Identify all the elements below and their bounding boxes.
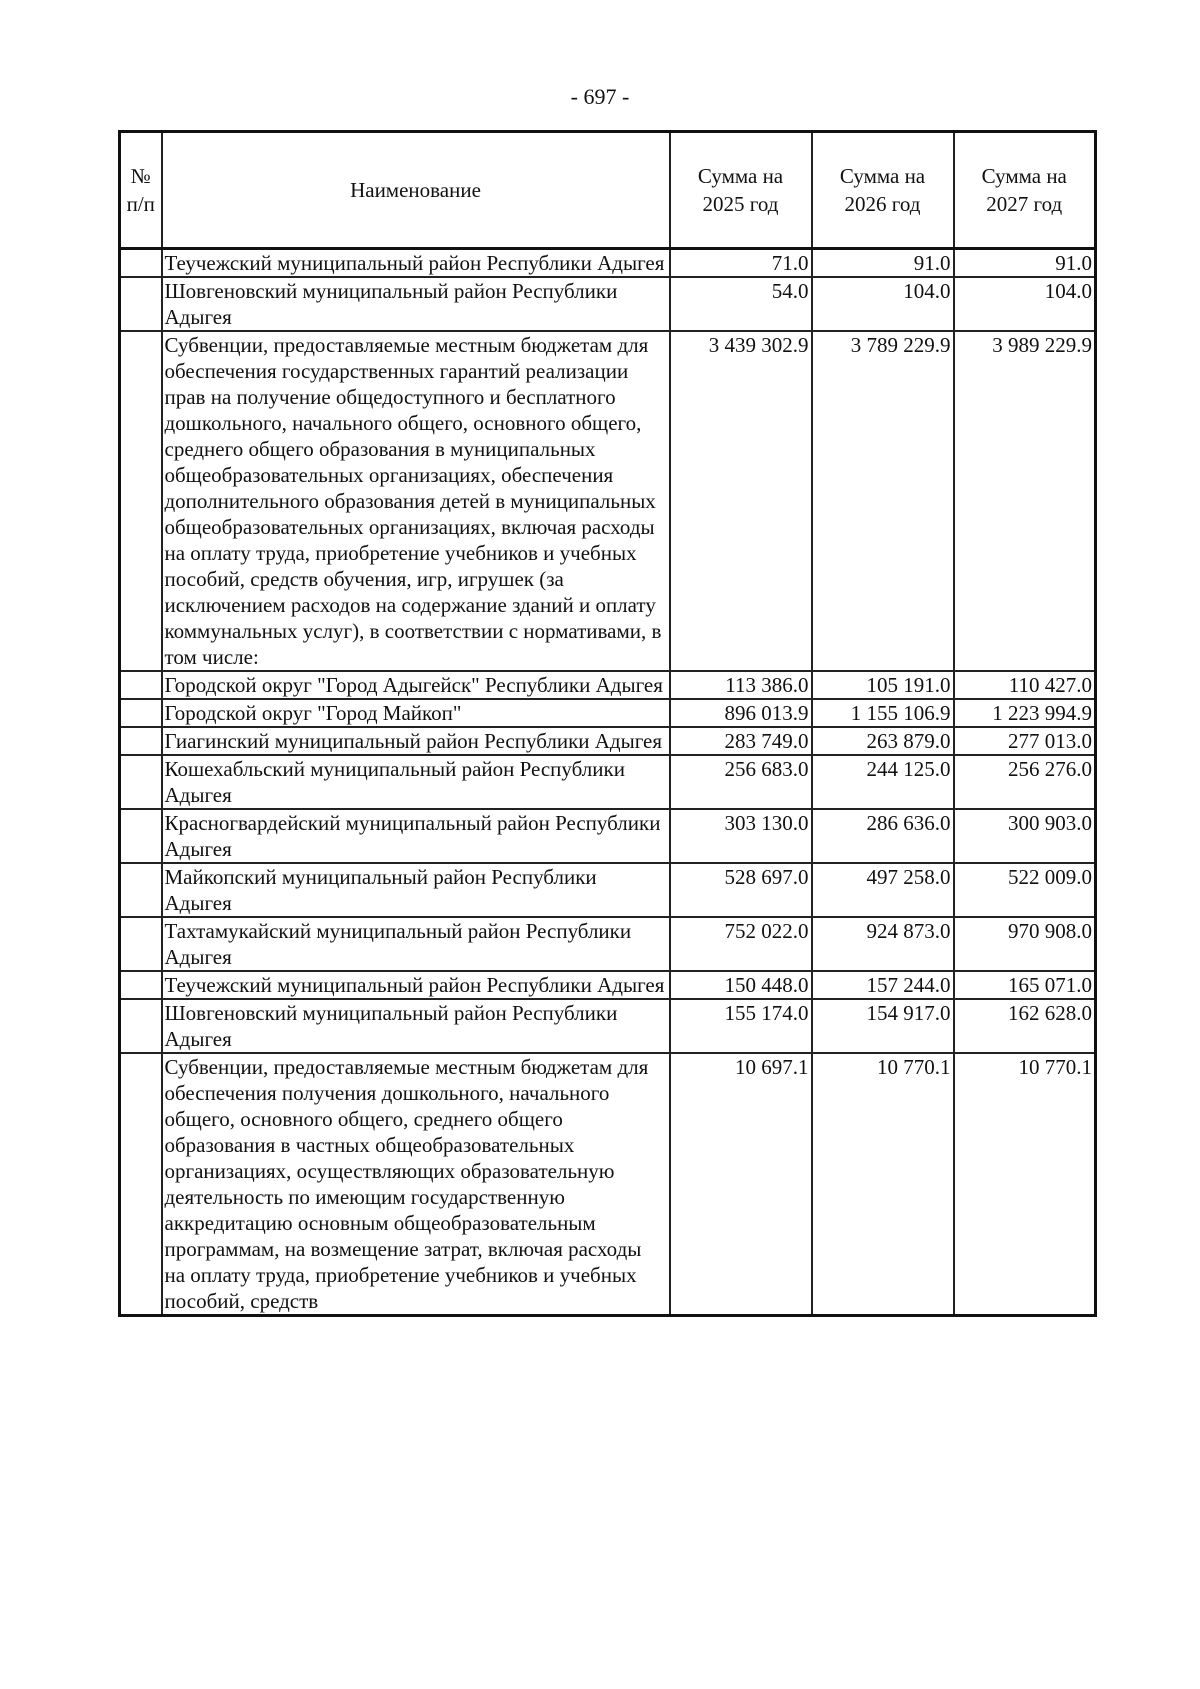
row-value-2026: 91.0 [812, 249, 954, 278]
table-row [120, 671, 1096, 699]
table-row [120, 331, 1096, 671]
row-number-cell [120, 331, 162, 671]
row-value-2027: 1 223 994.9 [954, 699, 1096, 727]
row-value-2027: 970 908.0 [954, 917, 1096, 971]
header-2026: Сумма на 2026 год [812, 132, 954, 249]
table-row [120, 971, 1096, 999]
table-row [120, 727, 1096, 755]
header-name: Наименование [162, 132, 670, 249]
row-number-cell [120, 863, 162, 917]
row-value-2025: 113 386.0 [670, 671, 812, 699]
row-number-cell [120, 671, 162, 699]
row-value-2027: 300 903.0 [954, 809, 1096, 863]
row-value-2026: 3 789 229.9 [812, 331, 954, 671]
row-value-2027: 110 427.0 [954, 671, 1096, 699]
row-value-2027: 91.0 [954, 249, 1096, 278]
row-name-cell: Тахтамукайский муниципальный район Республики Адыгея [162, 917, 670, 971]
row-name-cell: Субвенции, предоставляемые местным бюджетам для обеспечения получения дошкольного, начального общего, основного общего, среднего общего образования в частных общеобразовательных организациях, осуществляющих образовательную деятельность по имеющим государственную аккредитацию основным общеобразовательным программам, на возмещение затрат, включая расходы на оплату труда, приобретение учебников и учебных пособий, средств [162, 1053, 670, 1316]
row-name-cell: Теучежский муниципальный район Республики Адыгея [162, 249, 670, 278]
row-name-cell: Гиагинский муниципальный район Республики Адыгея [162, 727, 670, 755]
row-value-2027: 162 628.0 [954, 999, 1096, 1053]
table-row [120, 699, 1096, 727]
row-name-cell: Городской округ "Город Адыгейск" Республики Адыгея [162, 671, 670, 699]
row-value-2026: 154 917.0 [812, 999, 954, 1053]
table-row [120, 917, 1096, 971]
row-value-2027: 104.0 [954, 277, 1096, 331]
row-number-cell [120, 1053, 162, 1316]
row-value-2026: 263 879.0 [812, 727, 954, 755]
row-number-cell [120, 699, 162, 727]
row-value-2026: 10 770.1 [812, 1053, 954, 1316]
row-number-cell [120, 727, 162, 755]
row-value-2027: 277 013.0 [954, 727, 1096, 755]
header-number: № п/п [120, 132, 162, 249]
row-value-2027: 3 989 229.9 [954, 331, 1096, 671]
table-row [120, 249, 1096, 278]
table-row [120, 277, 1096, 331]
row-value-2026: 924 873.0 [812, 917, 954, 971]
row-value-2025: 54.0 [670, 277, 812, 331]
table-row [120, 999, 1096, 1053]
row-number-cell [120, 755, 162, 809]
row-value-2025: 303 130.0 [670, 809, 812, 863]
row-value-2025: 256 683.0 [670, 755, 812, 809]
row-value-2026: 104.0 [812, 277, 954, 331]
row-name-cell: Теучежский муниципальный район Республики Адыгея [162, 971, 670, 999]
header-2025: Сумма на 2025 год [670, 132, 812, 249]
row-value-2027: 256 276.0 [954, 755, 1096, 809]
table-row [120, 1053, 1096, 1316]
row-value-2025: 3 439 302.9 [670, 331, 812, 671]
row-number-cell [120, 917, 162, 971]
row-name-cell: Майкопский муниципальный район Республики Адыгея [162, 863, 670, 917]
table-header-row [120, 132, 1096, 249]
row-value-2027: 165 071.0 [954, 971, 1096, 999]
row-value-2026: 1 155 106.9 [812, 699, 954, 727]
row-name-cell: Красногвардейский муниципальный район Республики Адыгея [162, 809, 670, 863]
row-name-cell: Шовгеновский муниципальный район Республики Адыгея [162, 999, 670, 1053]
page-number: - 697 - [570, 84, 630, 109]
row-name-cell: Городской округ "Город Майкоп" [162, 699, 670, 727]
table-row [120, 809, 1096, 863]
row-value-2027: 522 009.0 [954, 863, 1096, 917]
row-name-cell: Шовгеновский муниципальный район Республики Адыгея [162, 277, 670, 331]
row-name-cell: Субвенции, предоставляемые местным бюджетам для обеспечения государственных гарантий реализации прав на получение общедоступного и бесплатного дошкольного, начального общего, основного общего, среднего общего образования в муниципальных общеобразовательных организациях, обеспечения дополнительного образования детей в муниципальных общеобразовательных организациях, включая расходы на оплату труда, приобретение учебников и учебных пособий, средств обучения, игр, игрушек (за исключением расходов на содержание зданий и оплату коммунальных услуг), в соответствии с нормативами, в том числе: [162, 331, 670, 671]
row-value-2027: 10 770.1 [954, 1053, 1096, 1316]
row-value-2025: 283 749.0 [670, 727, 812, 755]
row-value-2026: 497 258.0 [812, 863, 954, 917]
row-value-2026: 286 636.0 [812, 809, 954, 863]
table-row [120, 755, 1096, 809]
row-number-cell [120, 999, 162, 1053]
row-value-2025: 155 174.0 [670, 999, 812, 1053]
row-value-2025: 896 013.9 [670, 699, 812, 727]
row-value-2025: 528 697.0 [670, 863, 812, 917]
header-2027: Сумма на 2027 год [954, 132, 1096, 249]
row-value-2026: 244 125.0 [812, 755, 954, 809]
row-value-2026: 105 191.0 [812, 671, 954, 699]
row-number-cell [120, 249, 162, 278]
row-value-2025: 71.0 [670, 249, 812, 278]
row-value-2026: 157 244.0 [812, 971, 954, 999]
row-value-2025: 150 448.0 [670, 971, 812, 999]
row-value-2025: 752 022.0 [670, 917, 812, 971]
row-name-cell: Кошехабльский муниципальный район Республики Адыгея [162, 755, 670, 809]
row-number-cell [120, 971, 162, 999]
row-number-cell [120, 809, 162, 863]
row-value-2025: 10 697.1 [670, 1053, 812, 1316]
table-row [120, 863, 1096, 917]
budget-table [118, 130, 1097, 1317]
row-number-cell [120, 277, 162, 331]
